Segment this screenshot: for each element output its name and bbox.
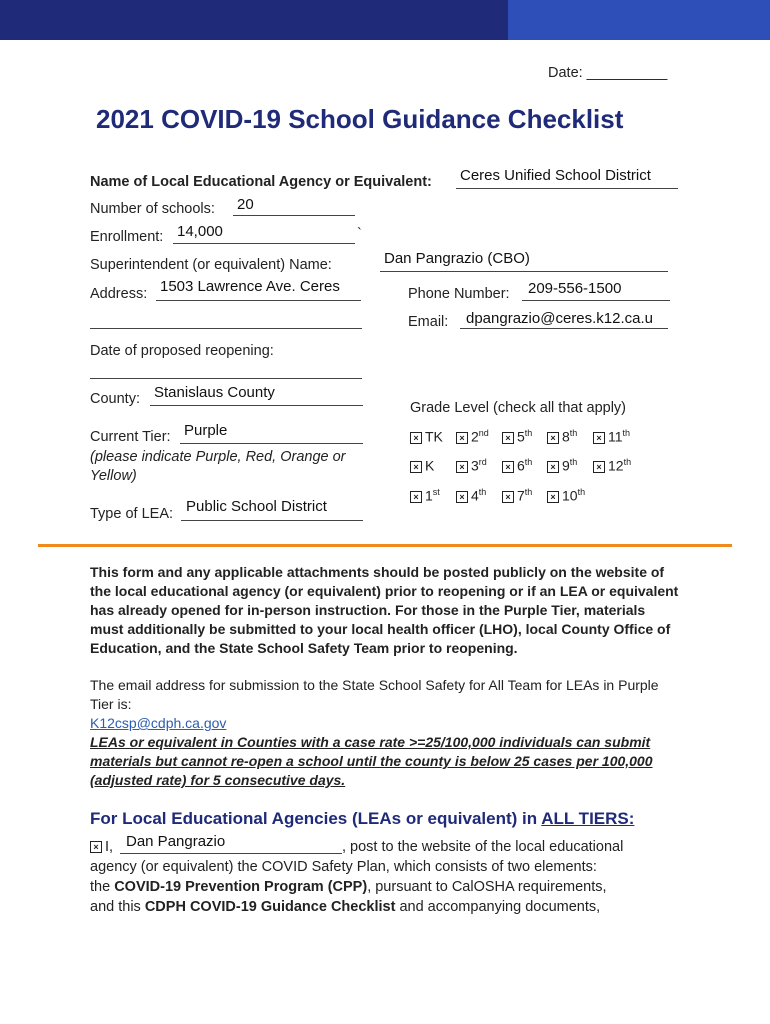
all-tiers-heading: For Local Educational Agencies (LEAs or equivalent) in ALL TIERS: — [90, 809, 635, 828]
checkbox-icon: × — [547, 491, 559, 503]
grade-checkbox-4[interactable]: × 4th — [456, 487, 486, 504]
county-value[interactable]: Stanislaus County — [154, 384, 275, 401]
grade-checkbox-11[interactable]: × 11th — [593, 428, 630, 445]
tier-hint-2: Yellow) — [90, 468, 137, 484]
grade-checkbox-9[interactable]: × 9th — [547, 457, 577, 474]
checkbox-icon: × — [502, 461, 514, 473]
lea-type-label: Type of LEA: — [90, 506, 174, 522]
schools-line — [233, 215, 355, 216]
superintendent-line — [380, 271, 668, 272]
checkbox-icon: × — [547, 432, 559, 444]
checkbox-icon: × — [410, 491, 422, 503]
address-value[interactable]: 1503 Lawrence Ave. Ceres — [160, 278, 340, 295]
email-value[interactable]: dpangrazio@ceres.k12.ca.u — [466, 310, 654, 327]
grade-checkbox-5[interactable]: × 5th — [502, 428, 532, 445]
attestation-checkbox[interactable]: × — [90, 841, 102, 853]
grade-level-heading: Grade Level (check all that apply) — [410, 400, 626, 416]
address-line-2[interactable] — [90, 328, 362, 329]
attestation-line-1: × I, — [90, 839, 113, 855]
page-title: 2021 COVID-19 School Guidance Checklist — [96, 104, 624, 134]
checkbox-icon: × — [410, 432, 422, 444]
enrollment-value[interactable]: 14,000 — [177, 223, 223, 240]
schools-label: Number of schools: — [90, 201, 215, 217]
phone-line — [522, 300, 670, 301]
address-line — [156, 300, 361, 301]
superintendent-label: Superintendent (or equivalent) Name: — [90, 257, 332, 273]
grade-checkbox-12[interactable]: × 12th — [593, 457, 631, 474]
lea-name-line — [456, 188, 678, 189]
enrollment-label: Enrollment: — [90, 229, 164, 245]
checkbox-icon: × — [410, 461, 422, 473]
checkbox-icon: × — [593, 461, 605, 473]
header-banner-accent — [508, 0, 770, 40]
lea-type-line — [181, 520, 363, 521]
grade-checkbox-k[interactable]: × K — [410, 457, 434, 474]
checkbox-icon: × — [502, 432, 514, 444]
attestation-line-4: and this CDPH COVID-19 Guidance Checklist and accompanying documents, — [90, 899, 601, 915]
submission-email-text: The email address for submission to the State School Safety for All Team for LEAs in Purple Tier is: — [90, 677, 659, 712]
schools-value[interactable]: 20 — [237, 196, 254, 213]
tier-line — [180, 443, 363, 444]
checkbox-icon: × — [593, 432, 605, 444]
checkbox-icon: × — [547, 461, 559, 473]
reopen-line[interactable] — [90, 378, 362, 379]
tier-hint-1: (please indicate Purple, Red, Orange or — [90, 449, 346, 465]
reopen-label: Date of proposed reopening: — [90, 343, 274, 359]
grade-checkbox-2[interactable]: × 2nd — [456, 428, 489, 445]
email-label: Email: — [408, 314, 449, 330]
enrollment-tick: ` — [357, 226, 362, 242]
tier-label: Current Tier: — [90, 429, 171, 445]
county-label: County: — [90, 391, 140, 407]
attestation-line-2: agency (or equivalent) the COVID Safety Plan, which consists of two elements: — [90, 859, 597, 875]
grade-checkbox-7[interactable]: × 7th — [502, 487, 532, 504]
grade-checkbox-8[interactable]: × 8th — [547, 428, 577, 445]
grade-checkbox-6[interactable]: × 6th — [502, 457, 532, 474]
date-field[interactable]: Date: __________ — [548, 65, 668, 81]
submission-email-link[interactable]: K12csp@cdph.ca.gov — [90, 715, 227, 731]
checkbox-icon: × — [456, 461, 468, 473]
case-rate-warning: LEAs or equivalent in Counties with a case rate >=25/100,000 individuals can submit materials but cannot re-open a school until the county is below 25 cases per 100,000 (adjusted rate) for 5 consecutive days. — [90, 734, 653, 788]
checkbox-icon: × — [456, 432, 468, 444]
attestation-name[interactable]: Dan Pangrazio — [126, 833, 226, 850]
checkbox-icon: × — [502, 491, 514, 503]
phone-value[interactable]: 209-556-1500 — [528, 280, 622, 297]
county-line — [150, 405, 363, 406]
posting-notice: This form and any applicable attachments should be posted publicly on the website of the local educational agency (or equivalent) prior to reopening or if an LEA or equivalent has already opened for in-person instruction. For those in the Purple Tier, materials must additionally be submitted to your local health officer (LHO), local County Office of Education, and the State School Safety Team prior to reopening. — [90, 564, 679, 656]
email-line — [460, 328, 668, 329]
attestation-line-3: the COVID-19 Prevention Program (CPP), pursuant to CalOSHA requirements, — [90, 879, 607, 895]
grade-checkbox-1[interactable]: × 1st — [410, 487, 440, 504]
superintendent-value[interactable]: Dan Pangrazio (CBO) — [384, 250, 530, 267]
checkbox-icon: × — [456, 491, 468, 503]
enrollment-line — [173, 243, 355, 244]
attestation-line-1-rest: , post to the website of the local educational — [342, 839, 624, 855]
lea-type-value[interactable]: Public School District — [186, 498, 327, 515]
tier-value[interactable]: Purple — [184, 422, 228, 439]
lea-name-label: Name of Local Educational Agency or Equivalent: — [90, 174, 432, 190]
lea-name-value[interactable]: Ceres Unified School District — [460, 167, 651, 184]
section-divider — [38, 544, 732, 547]
phone-label: Phone Number: — [408, 286, 510, 302]
grade-checkbox-tk[interactable]: × TK — [410, 428, 443, 445]
grade-checkbox-10[interactable]: × 10th — [547, 487, 585, 504]
grade-checkbox-3[interactable]: × 3rd — [456, 457, 487, 474]
attestation-name-line — [120, 853, 342, 854]
address-label: Address: — [90, 286, 148, 302]
